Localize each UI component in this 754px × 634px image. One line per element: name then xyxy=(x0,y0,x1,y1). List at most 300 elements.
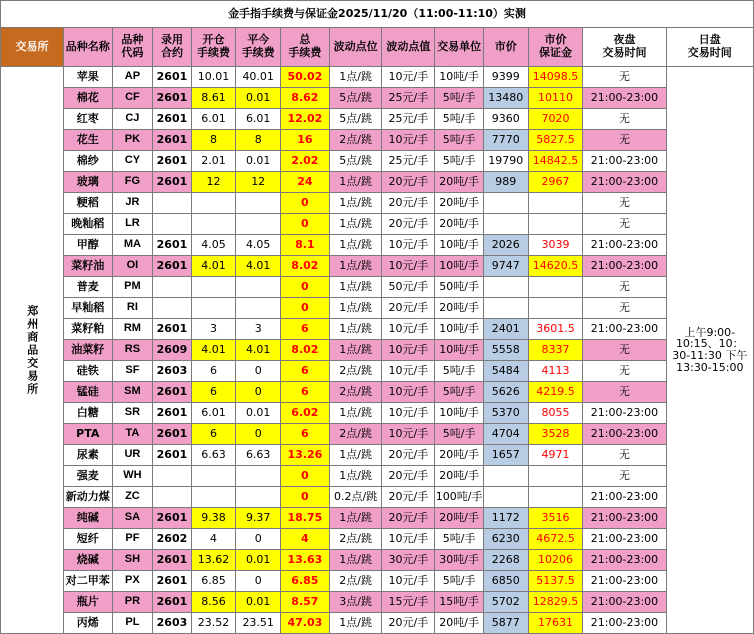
cell-tick-value: 20元/手 xyxy=(382,466,435,487)
header-month: 录用 合约 xyxy=(153,28,192,67)
cell-close-fee: 0.01 xyxy=(236,151,281,172)
cell-open-fee: 8.61 xyxy=(191,88,236,109)
cell-total-fee: 0 xyxy=(281,214,330,235)
cell-name: 普麦 xyxy=(63,277,112,298)
cell-price xyxy=(483,487,528,508)
table-row xyxy=(1,382,754,403)
cell-unit: 20吨/手 xyxy=(435,613,484,634)
cell-open-fee xyxy=(191,466,236,487)
cell-tick: 1点/跳 xyxy=(329,508,382,529)
cell-name: 甲醇 xyxy=(63,235,112,256)
cell-unit: 20吨/手 xyxy=(435,298,484,319)
cell-tick-value: 10元/手 xyxy=(382,529,435,550)
cell-total-fee: 6.02 xyxy=(281,403,330,424)
cell-unit: 20吨/手 xyxy=(435,193,484,214)
cell-margin: 3516 xyxy=(528,508,583,529)
header-total-fee: 总 手续费 xyxy=(281,28,330,67)
cell-month: 2601 xyxy=(153,172,192,193)
cell-tick-value: 20元/手 xyxy=(382,487,435,508)
cell-total-fee: 18.75 xyxy=(281,508,330,529)
cell-close-fee: 8 xyxy=(236,130,281,151)
table-row xyxy=(1,571,754,592)
cell-tick-value: 25元/手 xyxy=(382,151,435,172)
cell-price: 5370 xyxy=(483,403,528,424)
cell-total-fee: 0 xyxy=(281,298,330,319)
table-row xyxy=(1,214,754,235)
cell-total-fee: 2.02 xyxy=(281,151,330,172)
cell-unit: 5吨/手 xyxy=(435,88,484,109)
cell-month: 2601 xyxy=(153,256,192,277)
header-tick: 波动点位 xyxy=(329,28,382,67)
cell-night-session: 无 xyxy=(583,67,666,88)
cell-total-fee: 8.1 xyxy=(281,235,330,256)
cell-open-fee: 6.01 xyxy=(191,109,236,130)
cell-tick-value: 20元/手 xyxy=(382,298,435,319)
cell-close-fee: 4.01 xyxy=(236,256,281,277)
cell-night-session: 无 xyxy=(583,298,666,319)
table-row xyxy=(1,277,754,298)
cell-code: CJ xyxy=(112,109,153,130)
cell-close-fee xyxy=(236,487,281,508)
cell-margin: 8337 xyxy=(528,340,583,361)
cell-close-fee: 0 xyxy=(236,529,281,550)
cell-margin xyxy=(528,466,583,487)
cell-code: LR xyxy=(112,214,153,235)
cell-tick-value: 10元/手 xyxy=(382,67,435,88)
cell-total-fee: 6 xyxy=(281,361,330,382)
cell-month: 2601 xyxy=(153,235,192,256)
cell-tick-value: 10元/手 xyxy=(382,361,435,382)
cell-tick: 1点/跳 xyxy=(329,613,382,634)
cell-month: 2601 xyxy=(153,571,192,592)
cell-price: 5484 xyxy=(483,361,528,382)
cell-tick-value: 25元/手 xyxy=(382,109,435,130)
cell-price: 1172 xyxy=(483,508,528,529)
cell-month: 2601 xyxy=(153,151,192,172)
cell-unit: 10吨/手 xyxy=(435,340,484,361)
cell-price: 9360 xyxy=(483,109,528,130)
cell-tick-value: 30元/手 xyxy=(382,550,435,571)
cell-month: 2601 xyxy=(153,319,192,340)
cell-code: ZC xyxy=(112,487,153,508)
cell-tick: 1点/跳 xyxy=(329,277,382,298)
cell-margin: 14620.5 xyxy=(528,256,583,277)
cell-open-fee: 4.01 xyxy=(191,256,236,277)
cell-total-fee: 16 xyxy=(281,130,330,151)
cell-night-session: 21:00-23:00 xyxy=(583,319,666,340)
cell-month: 2609 xyxy=(153,340,192,361)
cell-margin: 14842.5 xyxy=(528,151,583,172)
cell-total-fee: 0 xyxy=(281,487,330,508)
cell-night-session: 无 xyxy=(583,382,666,403)
cell-close-fee xyxy=(236,193,281,214)
cell-open-fee xyxy=(191,214,236,235)
cell-price: 5877 xyxy=(483,613,528,634)
cell-month: 2601 xyxy=(153,88,192,109)
cell-tick-value: 15元/手 xyxy=(382,592,435,613)
cell-night-session: 21:00-23:00 xyxy=(583,172,666,193)
cell-name: 新动力煤 xyxy=(63,487,112,508)
cell-name: 短纤 xyxy=(63,529,112,550)
cell-name: 锰硅 xyxy=(63,382,112,403)
cell-night-session: 21:00-23:00 xyxy=(583,592,666,613)
cell-night-session: 21:00-23:00 xyxy=(583,88,666,109)
cell-total-fee: 0 xyxy=(281,466,330,487)
cell-code: FG xyxy=(112,172,153,193)
cell-name: PTA xyxy=(63,424,112,445)
cell-tick-value: 20元/手 xyxy=(382,172,435,193)
header-row xyxy=(1,28,754,67)
header-name: 品种名称 xyxy=(63,28,112,67)
cell-open-fee: 6.85 xyxy=(191,571,236,592)
cell-margin: 5137.5 xyxy=(528,571,583,592)
cell-total-fee: 12.02 xyxy=(281,109,330,130)
cell-price: 2026 xyxy=(483,235,528,256)
table-row xyxy=(1,592,754,613)
cell-name: 玻璃 xyxy=(63,172,112,193)
cell-name: 棉花 xyxy=(63,88,112,109)
table-row xyxy=(1,613,754,634)
cell-open-fee: 8.56 xyxy=(191,592,236,613)
cell-unit: 30吨/手 xyxy=(435,550,484,571)
cell-night-session: 无 xyxy=(583,214,666,235)
cell-name: 尿素 xyxy=(63,445,112,466)
cell-open-fee xyxy=(191,193,236,214)
cell-close-fee xyxy=(236,466,281,487)
cell-month: 2601 xyxy=(153,382,192,403)
header-night-session: 夜盘 交易时间 xyxy=(583,28,666,67)
cell-day-session: 上午9:00-10:15、10：30-11:30 下午13:30-15:00 xyxy=(666,67,753,634)
cell-name: 纯碱 xyxy=(63,508,112,529)
table-row xyxy=(1,487,754,508)
cell-name: 棉纱 xyxy=(63,151,112,172)
cell-close-fee: 12 xyxy=(236,172,281,193)
table-row xyxy=(1,529,754,550)
cell-margin: 5827.5 xyxy=(528,130,583,151)
cell-code: SR xyxy=(112,403,153,424)
cell-code: SM xyxy=(112,382,153,403)
cell-margin: 10110 xyxy=(528,88,583,109)
cell-tick: 2点/跳 xyxy=(329,361,382,382)
cell-night-session: 无 xyxy=(583,445,666,466)
cell-close-fee: 23.51 xyxy=(236,613,281,634)
cell-night-session: 21:00-23:00 xyxy=(583,151,666,172)
cell-unit: 5吨/手 xyxy=(435,151,484,172)
cell-total-fee: 0 xyxy=(281,277,330,298)
cell-code: PF xyxy=(112,529,153,550)
cell-night-session: 21:00-23:00 xyxy=(583,235,666,256)
cell-margin xyxy=(528,298,583,319)
cell-margin: 4113 xyxy=(528,361,583,382)
table-row xyxy=(1,361,754,382)
cell-code: PL xyxy=(112,613,153,634)
cell-tick-value: 10元/手 xyxy=(382,319,435,340)
cell-night-session: 21:00-23:00 xyxy=(583,508,666,529)
cell-margin: 2967 xyxy=(528,172,583,193)
header-code: 品种 代码 xyxy=(112,28,153,67)
cell-open-fee: 6 xyxy=(191,424,236,445)
cell-unit: 20吨/手 xyxy=(435,508,484,529)
cell-tick: 1点/跳 xyxy=(329,67,382,88)
cell-unit: 10吨/手 xyxy=(435,319,484,340)
header-close-fee: 平今 手续费 xyxy=(236,28,281,67)
header-tick-value: 波动点值 xyxy=(382,28,435,67)
table-row xyxy=(1,256,754,277)
cell-tick-value: 20元/手 xyxy=(382,508,435,529)
cell-name: 粳稻 xyxy=(63,193,112,214)
cell-unit: 5吨/手 xyxy=(435,571,484,592)
cell-open-fee: 4 xyxy=(191,529,236,550)
cell-code: JR xyxy=(112,193,153,214)
cell-total-fee: 8.57 xyxy=(281,592,330,613)
cell-price: 2401 xyxy=(483,319,528,340)
cell-code: CY xyxy=(112,151,153,172)
cell-tick: 0.2点/跳 xyxy=(329,487,382,508)
cell-month: 2603 xyxy=(153,361,192,382)
cell-code: AP xyxy=(112,67,153,88)
cell-tick: 2点/跳 xyxy=(329,130,382,151)
cell-name: 对二甲苯 xyxy=(63,571,112,592)
table-row xyxy=(1,235,754,256)
cell-name: 白糖 xyxy=(63,403,112,424)
cell-open-fee: 8 xyxy=(191,130,236,151)
header-unit: 交易单位 xyxy=(435,28,484,67)
cell-code: OI xyxy=(112,256,153,277)
table-row xyxy=(1,172,754,193)
cell-month: 2601 xyxy=(153,550,192,571)
cell-month xyxy=(153,466,192,487)
cell-tick: 1点/跳 xyxy=(329,319,382,340)
cell-unit: 5吨/手 xyxy=(435,130,484,151)
cell-name: 烧碱 xyxy=(63,550,112,571)
cell-month: 2601 xyxy=(153,109,192,130)
cell-price: 7770 xyxy=(483,130,528,151)
cell-margin: 3601.5 xyxy=(528,319,583,340)
cell-unit: 10吨/手 xyxy=(435,256,484,277)
cell-code: PM xyxy=(112,277,153,298)
cell-close-fee: 3 xyxy=(236,319,281,340)
table-row xyxy=(1,340,754,361)
cell-name: 菜籽油 xyxy=(63,256,112,277)
cell-name: 硅铁 xyxy=(63,361,112,382)
cell-code: SH xyxy=(112,550,153,571)
cell-open-fee: 6.01 xyxy=(191,403,236,424)
cell-night-session: 无 xyxy=(583,466,666,487)
table-row xyxy=(1,424,754,445)
cell-month: 2601 xyxy=(153,67,192,88)
cell-close-fee: 0 xyxy=(236,361,281,382)
cell-tick-value: 10元/手 xyxy=(382,424,435,445)
cell-tick-value: 20元/手 xyxy=(382,193,435,214)
cell-month: 2601 xyxy=(153,592,192,613)
cell-total-fee: 0 xyxy=(281,193,330,214)
cell-total-fee: 8.02 xyxy=(281,340,330,361)
cell-unit: 20吨/手 xyxy=(435,466,484,487)
cell-margin: 12829.5 xyxy=(528,592,583,613)
cell-total-fee: 13.63 xyxy=(281,550,330,571)
cell-tick: 1点/跳 xyxy=(329,445,382,466)
cell-name: 早籼稻 xyxy=(63,298,112,319)
cell-tick: 1点/跳 xyxy=(329,214,382,235)
cell-open-fee: 6.63 xyxy=(191,445,236,466)
cell-tick: 1点/跳 xyxy=(329,340,382,361)
cell-open-fee: 10.01 xyxy=(191,67,236,88)
cell-close-fee: 4.05 xyxy=(236,235,281,256)
cell-price: 9399 xyxy=(483,67,528,88)
cell-name: 花生 xyxy=(63,130,112,151)
table-row xyxy=(1,109,754,130)
cell-night-session: 21:00-23:00 xyxy=(583,613,666,634)
cell-unit: 20吨/手 xyxy=(435,445,484,466)
cell-unit: 5吨/手 xyxy=(435,382,484,403)
cell-name: 晚籼稻 xyxy=(63,214,112,235)
cell-price: 19790 xyxy=(483,151,528,172)
cell-price: 5626 xyxy=(483,382,528,403)
cell-price: 13480 xyxy=(483,88,528,109)
cell-month xyxy=(153,214,192,235)
page-title: 金手指手续费与保证金2025/11/20（11:00-11:10）实测 xyxy=(1,1,754,28)
table-row xyxy=(1,67,754,88)
cell-unit: 10吨/手 xyxy=(435,67,484,88)
cell-close-fee xyxy=(236,214,281,235)
table-row xyxy=(1,319,754,340)
cell-margin: 4971 xyxy=(528,445,583,466)
cell-margin xyxy=(528,277,583,298)
cell-close-fee xyxy=(236,298,281,319)
cell-code: PR xyxy=(112,592,153,613)
cell-total-fee: 24 xyxy=(281,172,330,193)
cell-unit: 15吨/手 xyxy=(435,592,484,613)
cell-name: 丙烯 xyxy=(63,613,112,634)
cell-code: WH xyxy=(112,466,153,487)
cell-price xyxy=(483,214,528,235)
cell-code: RS xyxy=(112,340,153,361)
cell-night-session: 21:00-23:00 xyxy=(583,529,666,550)
cell-tick: 1点/跳 xyxy=(329,172,382,193)
cell-price: 5702 xyxy=(483,592,528,613)
cell-price: 4704 xyxy=(483,424,528,445)
cell-name: 苹果 xyxy=(63,67,112,88)
cell-price: 989 xyxy=(483,172,528,193)
cell-tick: 2点/跳 xyxy=(329,571,382,592)
cell-close-fee: 0.01 xyxy=(236,550,281,571)
table-row xyxy=(1,151,754,172)
cell-tick-value: 10元/手 xyxy=(382,130,435,151)
cell-margin xyxy=(528,487,583,508)
table-row xyxy=(1,550,754,571)
cell-close-fee: 0 xyxy=(236,382,281,403)
header-open-fee: 开仓 手续费 xyxy=(191,28,236,67)
cell-code: PK xyxy=(112,130,153,151)
cell-open-fee: 13.62 xyxy=(191,550,236,571)
cell-unit: 5吨/手 xyxy=(435,529,484,550)
cell-unit: 100吨/手 xyxy=(435,487,484,508)
header-day-session: 日盘 交易时间 xyxy=(666,28,753,67)
cell-unit: 10吨/手 xyxy=(435,235,484,256)
cell-close-fee: 4.01 xyxy=(236,340,281,361)
cell-unit: 20吨/手 xyxy=(435,172,484,193)
cell-night-session: 无 xyxy=(583,109,666,130)
cell-tick-value: 10元/手 xyxy=(382,382,435,403)
cell-night-session: 无 xyxy=(583,340,666,361)
cell-month: 2601 xyxy=(153,403,192,424)
cell-open-fee: 6 xyxy=(191,361,236,382)
cell-name: 强麦 xyxy=(63,466,112,487)
cell-night-session: 21:00-23:00 xyxy=(583,424,666,445)
cell-total-fee: 50.02 xyxy=(281,67,330,88)
cell-month xyxy=(153,277,192,298)
cell-tick: 2点/跳 xyxy=(329,382,382,403)
header-price: 市价 xyxy=(483,28,528,67)
cell-night-session: 21:00-23:00 xyxy=(583,571,666,592)
table-row xyxy=(1,508,754,529)
cell-open-fee: 4.01 xyxy=(191,340,236,361)
cell-close-fee: 0.01 xyxy=(236,403,281,424)
cell-open-fee: 6 xyxy=(191,382,236,403)
cell-price xyxy=(483,298,528,319)
cell-margin: 10206 xyxy=(528,550,583,571)
cell-tick: 2点/跳 xyxy=(329,424,382,445)
cell-month: 2601 xyxy=(153,445,192,466)
cell-code: CF xyxy=(112,88,153,109)
table-row xyxy=(1,88,754,109)
cell-open-fee: 12 xyxy=(191,172,236,193)
cell-price: 5558 xyxy=(483,340,528,361)
cell-month: 2602 xyxy=(153,529,192,550)
cell-tick: 1点/跳 xyxy=(329,256,382,277)
cell-tick: 1点/跳 xyxy=(329,298,382,319)
cell-price xyxy=(483,277,528,298)
cell-month: 2601 xyxy=(153,508,192,529)
cell-name: 菜籽粕 xyxy=(63,319,112,340)
cell-price xyxy=(483,466,528,487)
table-row xyxy=(1,445,754,466)
cell-close-fee: 40.01 xyxy=(236,67,281,88)
title-row xyxy=(1,1,754,28)
cell-total-fee: 6 xyxy=(281,319,330,340)
table-row xyxy=(1,298,754,319)
cell-price: 6230 xyxy=(483,529,528,550)
cell-margin xyxy=(528,214,583,235)
cell-total-fee: 6 xyxy=(281,424,330,445)
cell-code: RI xyxy=(112,298,153,319)
table-body xyxy=(1,67,754,634)
cell-tick: 5点/跳 xyxy=(329,88,382,109)
cell-name: 瓶片 xyxy=(63,592,112,613)
cell-month xyxy=(153,487,192,508)
cell-open-fee xyxy=(191,298,236,319)
cell-tick-value: 20元/手 xyxy=(382,214,435,235)
cell-night-session: 无 xyxy=(583,361,666,382)
cell-margin: 17631 xyxy=(528,613,583,634)
header-margin: 市价 保证金 xyxy=(528,28,583,67)
cell-open-fee: 23.52 xyxy=(191,613,236,634)
cell-month: 2601 xyxy=(153,424,192,445)
cell-open-fee xyxy=(191,277,236,298)
cell-close-fee: 0.01 xyxy=(236,592,281,613)
cell-price: 6850 xyxy=(483,571,528,592)
cell-unit: 5吨/手 xyxy=(435,109,484,130)
cell-unit: 5吨/手 xyxy=(435,361,484,382)
cell-close-fee: 0.01 xyxy=(236,88,281,109)
cell-night-session: 无 xyxy=(583,193,666,214)
exchange-name: 郑州商品交易所 xyxy=(1,67,64,634)
cell-open-fee: 3 xyxy=(191,319,236,340)
cell-night-session: 21:00-23:00 xyxy=(583,256,666,277)
cell-margin: 3528 xyxy=(528,424,583,445)
cell-tick-value: 25元/手 xyxy=(382,88,435,109)
cell-code: UR xyxy=(112,445,153,466)
